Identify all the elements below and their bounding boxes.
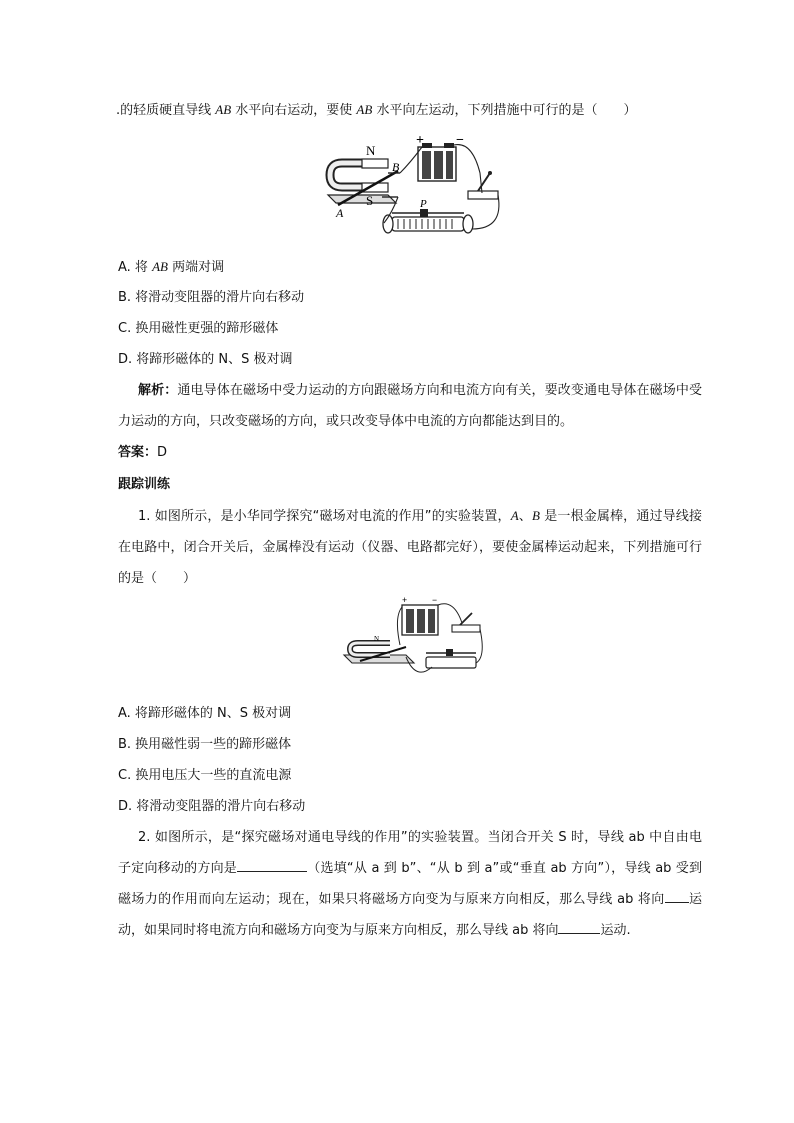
option-d: D. 将蹄形磁体的 N、S 极对调 — [118, 352, 293, 367]
option-ab: AB — [152, 259, 168, 274]
stem-ab: AB — [215, 102, 232, 117]
label-a: A — [336, 206, 344, 220]
stem-text: 1. 如图所示，是小华同学探究“磁场对电流的作用”的实验装置， — [138, 509, 511, 524]
stem-text: 运动，如果同时将电流方向和磁场方向变为与原来方向相反，那么导线 ab 将向 — [118, 892, 702, 938]
label-b: B — [392, 160, 400, 174]
circuit-figure-1 — [322, 133, 504, 249]
answer-blank[interactable] — [237, 857, 307, 872]
answer-label: 答案： — [118, 445, 158, 460]
option-c: C. 换用磁性更强的蹄形磁体 — [118, 321, 279, 336]
option-b: B. 将滑动变阻器的滑片向右移动 — [118, 290, 305, 305]
stem-text: 运动. — [600, 923, 631, 938]
label-n: N — [374, 635, 380, 643]
question-stem — [116, 101, 636, 120]
label-p: P — [420, 198, 427, 210]
stem-b: B — [531, 508, 540, 523]
answer-line — [118, 444, 167, 462]
stem-text: 、 — [518, 509, 532, 524]
answer-value: D — [157, 445, 168, 460]
analysis-text: 通电导体在磁场中受力运动的方向跟磁场方向和电流方向有关，要改变通电导体在磁场中受力运动的方向，只改变磁场的方向，或只改变导体中电流的方向都能达到目的。 — [118, 383, 702, 429]
q1-option-d: D. 将滑动变阻器的滑片向右移动 — [118, 799, 306, 814]
stem-text: 水平向左运动，下列措施中可行的是（ ） — [372, 103, 637, 118]
label-minus: − — [432, 597, 438, 605]
analysis-paragraph — [118, 375, 702, 437]
analysis-label: 解析： — [138, 383, 178, 398]
answer-blank[interactable] — [558, 919, 600, 934]
option-a — [118, 258, 224, 277]
stem-text: .的轻质硬直导线 — [116, 103, 216, 118]
stem-ab: AB — [356, 102, 373, 117]
label-s: S — [366, 193, 374, 208]
label-n: N — [366, 143, 376, 158]
circuit-figure-2 — [340, 597, 486, 689]
stem-text: （选填“从 a 到 b”、“从 b 到 a”或“垂直 ab 方向”），导线 ab 受到磁场力的作用而向左运动；现在，如果只将磁场方向变为与原来方向相反，那么导线 ab 将向 — [118, 861, 702, 907]
question-2-stem — [118, 822, 702, 946]
section-heading: 跟踪训练 — [118, 477, 171, 492]
question-1-stem — [118, 500, 702, 594]
answer-blank[interactable] — [665, 888, 689, 903]
label-plus: + — [402, 597, 408, 605]
q1-option-a: A. 将蹄形磁体的 N、S 极对调 — [118, 706, 292, 721]
stem-a: A — [510, 508, 519, 523]
stem-text: 水平向右运动，要使 — [231, 103, 357, 118]
option-text: A. 将 — [118, 260, 153, 275]
stem-text: 是一根金属棒，通过导线接在电路中，闭合开关后，金属棒没有运动（仪器、电路都完好），要使金属棒运动起来，下列措施可行的是（ ） — [118, 509, 702, 586]
stem-text: 2. 如图所示，是“探究磁场对通电导线的作用”的实验装置。当闭合开关 S 时，导线 ab 中自由电子定向移动的方向是 — [118, 830, 702, 876]
label-minus: − — [456, 133, 464, 148]
q1-option-c: C. 换用电压大一些的直流电源 — [118, 768, 292, 783]
option-text: 两端对调 — [167, 260, 225, 275]
label-plus: + — [416, 133, 424, 148]
q1-option-b: B. 换用磁性弱一些的蹄形磁体 — [118, 737, 292, 752]
